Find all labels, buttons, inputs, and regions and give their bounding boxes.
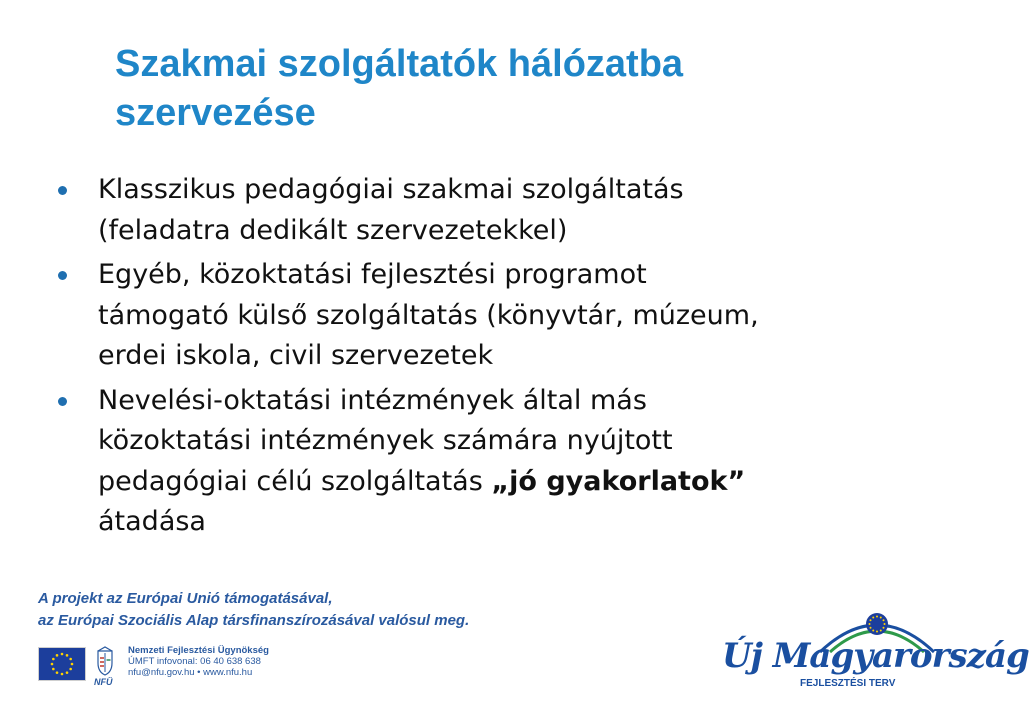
- star-dot: [880, 630, 882, 632]
- bullet-1-line-2: (feladatra dedikált szervezetekkel): [98, 214, 568, 246]
- bullet-3-line-3: [98, 462, 918, 503]
- star-dot: [884, 623, 886, 625]
- star-dot: [69, 658, 72, 661]
- project-statement: [38, 588, 470, 632]
- star-dot: [880, 617, 882, 619]
- bullet-list: [58, 170, 918, 547]
- star-dot: [56, 654, 59, 657]
- slide-title: [115, 40, 875, 138]
- star-dot: [61, 653, 64, 656]
- title-line-1: Szakmai szolgáltatók hálózatba: [115, 43, 684, 85]
- ujmagyarorszag-logo: [722, 606, 1029, 706]
- star-dot: [56, 671, 59, 674]
- bullet-3-line-4: átadása: [98, 506, 206, 537]
- brand-name: Új Magyarország: [722, 636, 1029, 676]
- bullet-3-line-2: közoktatási intézmények számára nyújtott: [98, 425, 673, 456]
- good-practices-emphasis: „jó gyakorlatok”: [491, 465, 746, 497]
- star-dot: [876, 631, 878, 633]
- star-dot: [66, 671, 69, 674]
- bullet-item-3: [58, 381, 918, 543]
- star-dot: [870, 627, 872, 629]
- star-dot: [869, 623, 871, 625]
- star-dot: [66, 654, 69, 657]
- nfu-label: NFÜ: [94, 677, 113, 687]
- star-dot: [51, 663, 54, 666]
- bullet-1-line-1: Klasszikus pedagógiai szakmai szolgáltatás: [98, 174, 684, 205]
- star-dot: [876, 616, 878, 618]
- agency-name: Nemzeti Fejlesztési Ügynökség: [128, 645, 269, 656]
- coat-of-arms-icon: [94, 645, 116, 677]
- star-dot: [883, 627, 885, 629]
- project-line-2: az Európai Szociális Alap társfinanszírozásával valósul meg.: [38, 612, 470, 629]
- bullet-2-line-3: erdei iskola, civil szervezetek: [98, 340, 494, 371]
- brand-subtitle: FEJLESZTÉSI TERV: [800, 678, 896, 689]
- bullet-item-1: [58, 170, 918, 251]
- project-line-1: A projekt az Európai Unió támogatásával,: [38, 590, 333, 607]
- star-dot: [883, 619, 885, 621]
- title-line-2: szervezése: [115, 92, 316, 134]
- star-dot: [52, 668, 55, 671]
- bullet-2-line-2: támogató külső szolgáltatás (könyvtár, múzeum,: [98, 299, 759, 331]
- bullet-item-2: [58, 255, 918, 377]
- star-dot: [872, 617, 874, 619]
- agency-info: [128, 645, 328, 678]
- dot-icon: [58, 271, 67, 280]
- dot-icon: [58, 186, 67, 195]
- bullet-2-line-1: Egyéb, közoktatási fejlesztési programot: [98, 259, 647, 290]
- eu-flag-icon: [38, 647, 86, 681]
- footer-logos: [38, 645, 438, 685]
- star-dot: [71, 663, 74, 666]
- agency-contact: nfu@nfu.gov.hu • www.nfu.hu: [128, 667, 253, 678]
- agency-phone: ÚMFT infovonal: 06 40 638 638: [128, 656, 261, 667]
- star-dot: [52, 658, 55, 661]
- bullet-3-line-1: Nevelési-oktatási intézmények által más: [98, 384, 647, 416]
- star-dot: [69, 668, 72, 671]
- star-dot: [61, 673, 64, 676]
- bullet-3-line-3-pre: pedagógiai célú szolgáltatás: [98, 465, 492, 497]
- star-dot: [872, 630, 874, 632]
- dot-icon: [58, 397, 67, 406]
- star-dot: [870, 619, 872, 621]
